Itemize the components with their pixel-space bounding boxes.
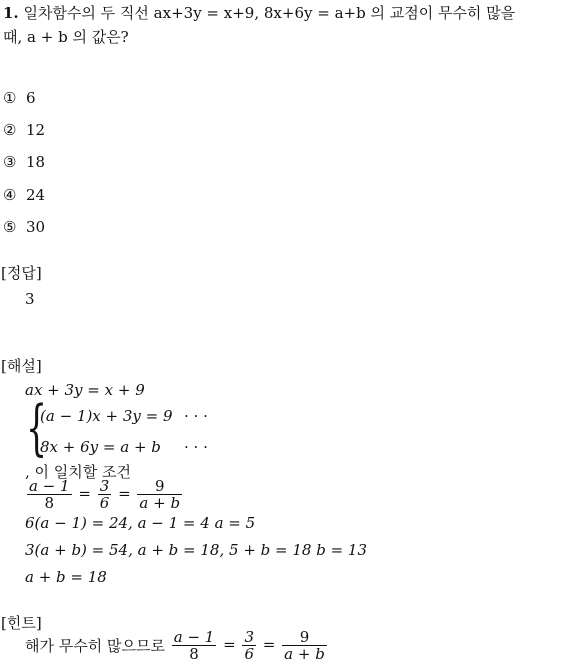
hint-text: 해가 무수히 많으므로 — [25, 637, 165, 655]
hint-fraction-1: $\frac{a - 1}{8}$ — [173, 628, 215, 663]
solution-equation: ax + 3y = x + 9 — [25, 381, 145, 399]
question-line-2: 때, a + b 의 값은? — [3, 28, 129, 46]
solution-step-3: a + b = 18 — [25, 568, 107, 586]
solution-label: [해설] — [1, 357, 42, 375]
choice-value: 30 — [26, 218, 46, 236]
choice-value: 6 — [26, 89, 36, 107]
system-eq-2-dots: · · · — [184, 438, 208, 456]
choice-mark: ② — [3, 121, 17, 139]
system-eq-1-dots: · · · — [184, 407, 208, 425]
hint-content: 해가 무수히 많으므로 $\frac{a - 1}{8}$ = $\frac{3}{6}$ = $\frac{9}{a + b}$ — [25, 628, 325, 663]
hint-fraction-3: $\frac{9}{a + b}$ — [284, 628, 325, 663]
system-brace: { — [26, 393, 48, 463]
fraction-1: $\frac{a - 1}{8}$ — [29, 477, 70, 512]
hint-fraction-2: $\frac{3}{6}$ — [244, 628, 255, 663]
fraction-3: $\frac{9}{a + b}$ — [139, 477, 181, 512]
choice-mark: ⑤ — [3, 218, 17, 236]
choice-2[interactable] — [3, 121, 45, 139]
choice-5[interactable] — [3, 218, 45, 236]
fraction-2: $\frac{3}{6}$ — [99, 477, 110, 512]
solution-ratio: $\frac{a - 1}{8}$ = $\frac{3}{6}$ = $\frac{9}{a + b}$ — [29, 477, 181, 512]
system-eq-1: (a − 1)x + 3y = 9 — [40, 407, 173, 425]
choice-4[interactable] — [3, 186, 45, 204]
solution-condition: , 이 일치할 조건 — [25, 463, 132, 481]
choice-mark: ④ — [3, 186, 17, 204]
choice-mark: ③ — [3, 153, 17, 171]
hint-label: [힌트] — [1, 614, 42, 632]
solution-step-1: 6(a − 1) = 24, a − 1 = 4 a = 5 — [25, 514, 256, 532]
question-line-1 — [3, 2, 515, 23]
choice-value: 24 — [26, 186, 46, 204]
answer-value: 3 — [25, 290, 35, 308]
question-text: 일차함수의 두 직선 ax+3y = x+9, 8x+6y = a+b 의 교점이 무수히 많을 — [23, 4, 516, 22]
answer-label: [정답] — [1, 264, 42, 282]
choice-value: 12 — [26, 121, 46, 139]
solution-step-2: 3(a + b) = 54, a + b = 18, 5 + b = 18 b = 13 — [25, 541, 368, 559]
system-eq-2: 8x + 6y = a + b — [40, 438, 161, 456]
question-number: 1. — [3, 4, 19, 22]
choice-mark: ① — [3, 89, 17, 107]
choice-3[interactable] — [3, 153, 45, 171]
choice-1[interactable] — [3, 89, 36, 107]
choice-value: 18 — [26, 153, 46, 171]
